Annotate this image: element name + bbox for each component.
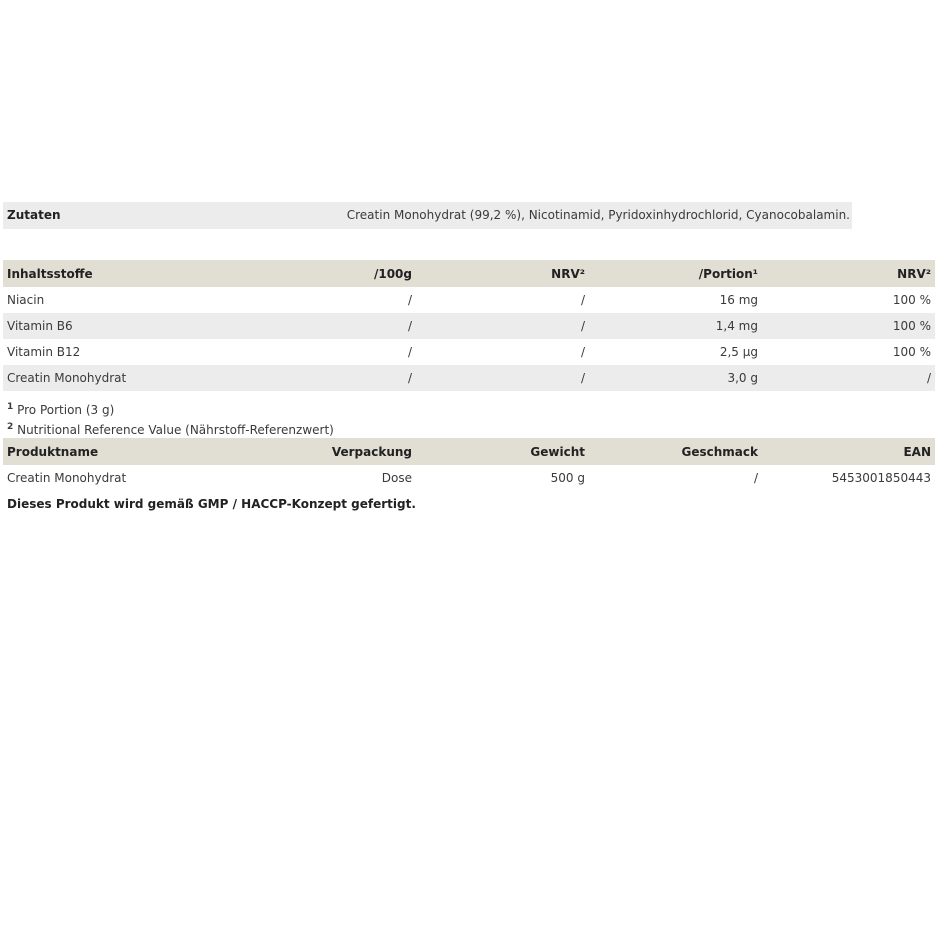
- product-header-row: [3, 438, 935, 465]
- table-row: [3, 465, 935, 491]
- cell-name: Creatin Monohydrat: [3, 365, 253, 391]
- cell-nrv-100g: /: [580, 293, 585, 307]
- cell-name: Vitamin B6: [3, 313, 253, 339]
- cell-nrv-portion: /: [762, 365, 935, 391]
- cell-name: Niacin: [7, 293, 45, 307]
- cell-nrv-portion: 100 %: [892, 293, 931, 307]
- footnote-text: Pro Portion (3 g): [17, 403, 115, 417]
- cell-produktname: Creatin Monohydrat: [7, 471, 127, 485]
- cell-per-100g: /: [407, 293, 412, 307]
- cell-ean: 5453001850443: [831, 471, 931, 485]
- header-per-portion: /Portion¹: [589, 260, 762, 287]
- cell-per-portion: 2,5 µg: [719, 345, 758, 359]
- cell-per-100g: /: [253, 365, 416, 391]
- footnote-mark: 1: [7, 402, 14, 412]
- product-table: [3, 438, 935, 491]
- header-nrv-portion: NRV²: [762, 260, 935, 287]
- nutrition-header-row: [3, 260, 935, 287]
- production-note: Dieses Produkt wird gemäß GMP / HACCP-Konzept gefertigt.: [7, 497, 416, 511]
- cell-per-100g: /: [253, 313, 416, 339]
- ingredients-label: Zutaten: [7, 208, 61, 222]
- footnote: [7, 399, 334, 419]
- cell-nrv-portion: 100 %: [892, 345, 931, 359]
- header-ean: EAN: [762, 438, 935, 465]
- cell-nrv-100g: /: [416, 365, 589, 391]
- ingredients-row: [3, 202, 852, 229]
- cell-nrv-100g: /: [416, 313, 589, 339]
- header-geschmack: Geschmack: [589, 438, 762, 465]
- header-verpackung: Verpackung: [253, 438, 416, 465]
- cell-per-100g: /: [407, 345, 412, 359]
- table-row: [3, 365, 935, 391]
- cell-per-portion: 1,4 mg: [589, 313, 762, 339]
- cell-per-portion: 16 mg: [719, 293, 758, 307]
- ingredients-value: Creatin Monohydrat (99,2 %), Nicotinamid, Pyridoxinhydrochlorid, Cyanocobalamin.: [346, 208, 850, 222]
- header-inhaltsstoffe: Inhaltsstoffe: [3, 260, 253, 287]
- cell-gewicht: 500 g: [550, 471, 585, 485]
- cell-geschmack: /: [753, 471, 758, 485]
- footnote: [7, 419, 334, 439]
- cell-verpackung: Dose: [381, 471, 412, 485]
- table-row: [3, 313, 935, 339]
- header-per-100g: /100g: [253, 260, 416, 287]
- cell-name: Vitamin B12: [7, 345, 81, 359]
- cell-nrv-portion: 100 %: [762, 313, 935, 339]
- cell-nrv-100g: /: [580, 345, 585, 359]
- table-row: [3, 287, 935, 313]
- header-nrv-100g: NRV²: [416, 260, 589, 287]
- header-gewicht: Gewicht: [416, 438, 589, 465]
- cell-per-portion: 3,0 g: [589, 365, 762, 391]
- table-row: [3, 339, 935, 365]
- footnote-mark: 2: [7, 422, 14, 432]
- header-produktname: Produktname: [3, 438, 253, 465]
- footnote-text: Nutritional Reference Value (Nährstoff-Referenzwert): [17, 423, 334, 437]
- footnotes: [7, 399, 334, 439]
- nutrition-table: [3, 260, 935, 391]
